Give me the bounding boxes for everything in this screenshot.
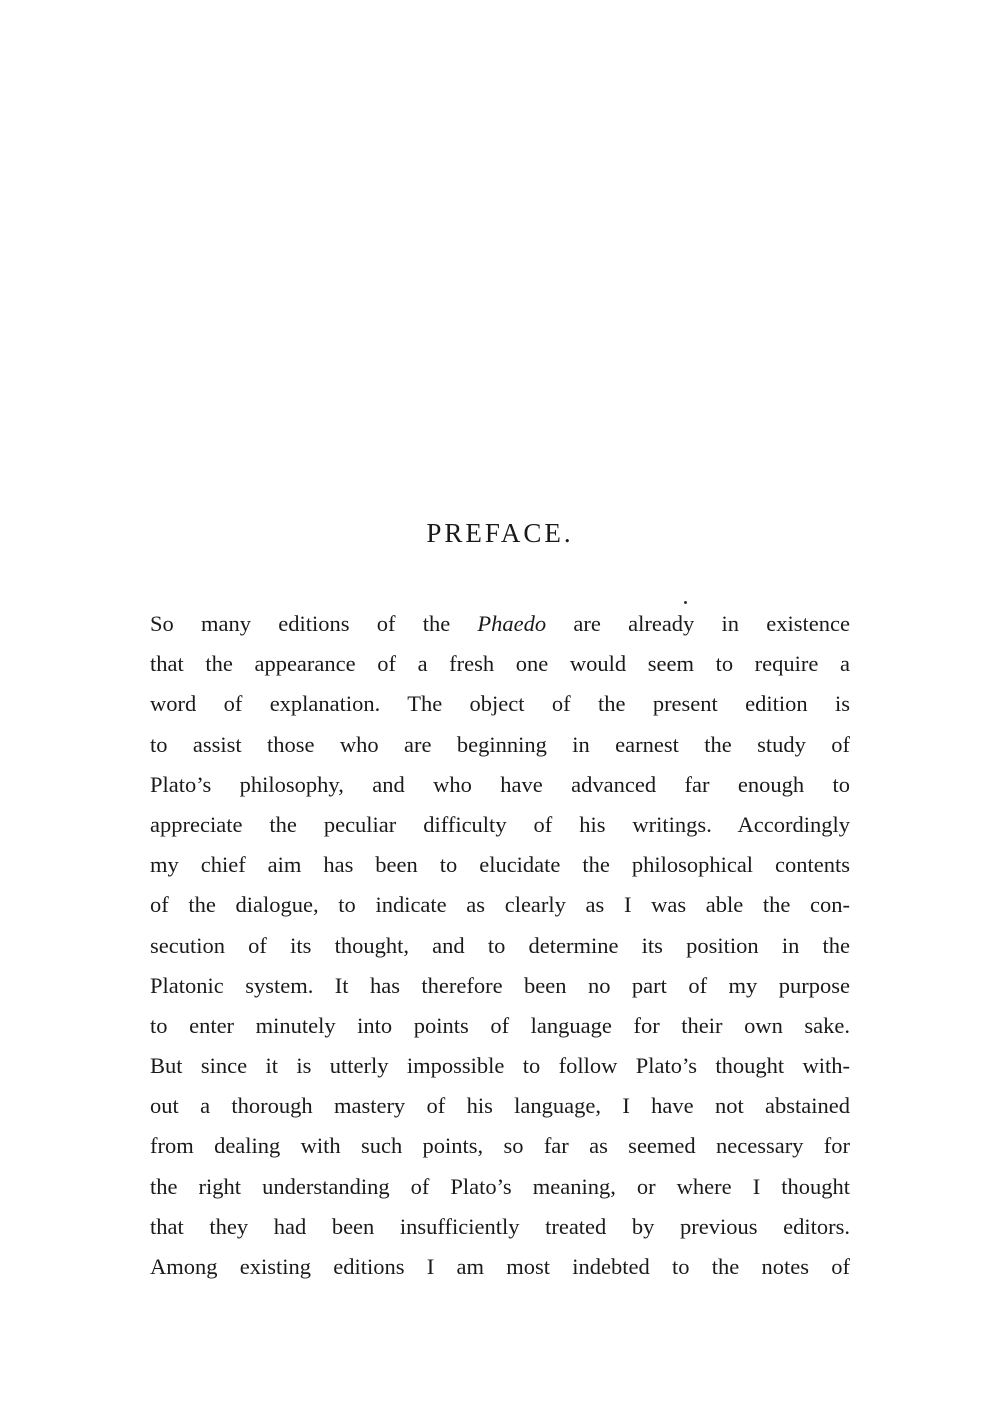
text-line: Platonic system. It has therefore been no part of my purpose <box>150 972 850 998</box>
text-line: from dealing with such points, so far as seemed necessary for <box>150 1133 850 1159</box>
text-line: But since it is utterly impossible to follow Plato’s thought with- <box>150 1053 850 1079</box>
text-line: that the appearance of a fresh one would seem to require a <box>150 651 850 677</box>
text-line: of the dialogue, to indicate as clearly as I was able the con- <box>150 892 850 918</box>
text-line: word of explanation. The object of the present edition is <box>150 691 850 717</box>
text-line: the right understanding of Plato’s meaning, or where I thought <box>150 1173 850 1199</box>
text-line: that they had been insufficiently treated by previous editors. <box>150 1213 850 1239</box>
text-line: So many editions of the Phaedo are already in existence <box>150 611 850 636</box>
text-line: out a thorough mastery of his language, I have not abstained <box>150 1093 850 1119</box>
text-line: secution of its thought, and to determine its position in the <box>150 932 850 958</box>
text-line: my chief aim has been to elucidate the philosophical contents <box>150 852 850 878</box>
text-line: Plato’s philosophy, and who have advanced far enough to <box>150 771 850 797</box>
text-line: appreciate the peculiar difficulty of his writings. Accordingly <box>150 811 850 837</box>
text-line: to enter minutely into points of language for their own sake. <box>150 1012 850 1038</box>
preface-paragraph <box>150 604 850 1287</box>
text-line: Among existing editions I am most indebted to the notes of <box>150 1254 850 1279</box>
text-line: to assist those who are beginning in earnest the study of <box>150 731 850 757</box>
page-title: PREFACE. <box>426 518 574 548</box>
book-title-italic: Phaedo <box>477 611 547 636</box>
